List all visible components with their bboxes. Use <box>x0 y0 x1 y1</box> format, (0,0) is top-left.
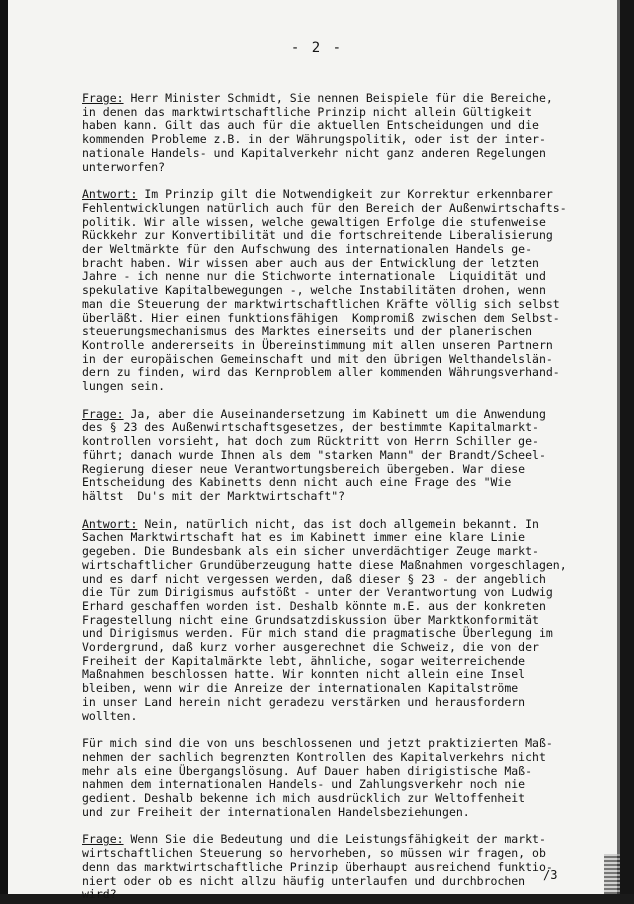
text-line: nahmen dem internationalen Handels- und Zahlungsverkehr noch nie <box>82 777 526 792</box>
text-line: bracht haben. Wir wissen aber auch aus der Entwicklung der letzten <box>82 255 539 270</box>
text-line: spekulative Kapitalbewegungen -, welche Instabilitäten drohen, wenn <box>82 283 546 298</box>
text-line: mehr als eine Übergangslösung. Auf Dauer haben dirigistische Maß- <box>82 763 533 778</box>
text-line: der Weltmärkte für den Aufschwung des internationalen Handels ge- <box>82 242 533 257</box>
text-line: Für mich sind die von uns beschlossenen und jetzt praktizierten Maß- <box>82 736 553 751</box>
answer-label: Antwort: <box>82 187 138 202</box>
text-line: des § 23 des Außenwirtschaftsgesetzes, der bestimmte Kapitalmarkt- <box>82 420 539 435</box>
text-line: Erhard geschaffen worden ist. Deshalb könnte m.E. aus der konkreten <box>82 598 546 613</box>
text-line: wird? <box>82 887 117 902</box>
text-line: nehmen der sachlich begrenzten Kontrollen des Kapitalverkehrs nicht <box>82 749 546 764</box>
text-line: nationale Handels- und Kapitalverkehr nicht ganz anderen Regelungen <box>82 145 546 160</box>
continuation-marker: /3 <box>543 868 558 882</box>
text-line: und es darf nicht vergessen werden, daß dieser § 23 - der angeblich <box>82 571 546 586</box>
question-label: Frage: <box>82 406 124 421</box>
text-line: Rückkehr zur Konvertibilität und die fortschreitende Liberalisierung <box>82 228 553 243</box>
text-line: in unser Land herein nicht geradezu verstärken und herausfordern <box>82 694 526 709</box>
text-line: und Dirigismus werden. Für mich stand die pragmatische Überlegung im <box>82 626 553 641</box>
answer-paragraph <box>82 188 582 394</box>
text-line: Maßnahmen beschlossen hatte. Wir konnten nicht allein eine Insel <box>82 667 526 682</box>
text-line: die Tür zum Dirigismus aufstößt - unter der Verantwortung von Ludwig <box>82 585 553 600</box>
text-line: denn das marktwirtschaftliche Prinzip überhaupt ausreichend funktio- <box>82 859 553 874</box>
text-line: Herr Minister Schmidt, Sie nennen Beispiele für die Bereiche, <box>123 91 553 105</box>
text-line: Wenn Sie die Bedeutung und die Leistungsfähigkeit der markt- <box>123 832 546 847</box>
text-line: Sachen Marktwirtschaft hat es im Kabinett immer eine klare Linie <box>82 530 526 545</box>
text-line: in der europäischen Gemeinschaft und mit den übrigen Welthandelslän- <box>82 351 553 366</box>
text-line: gegeben. Die Bundesbank als ein sicher unverdächtiger Zeuge markt- <box>82 544 539 559</box>
text-line: Entscheidung des Kabinetts denn nicht auch eine Frage des "Wie <box>82 475 512 490</box>
text-line: man die Steuerung der marktwirtschaftlichen Kräfte völlig sich selbst <box>82 296 560 311</box>
text-line: niert oder ob es nicht allzu häufig unterlaufen und durchbrochen <box>82 873 526 888</box>
text-line: dern zu finden, wird das Kernproblem aller kommenden Währungsverhand- <box>82 365 560 380</box>
text-line: Freiheit der Kapitalmärkte lebt, ähnliche, sogar weiterreichende <box>82 653 526 668</box>
text-line: gedient. Deshalb bekenne ich mich ausdrücklich zur Weltoffenheit <box>82 791 526 806</box>
text-line: wollten. <box>82 708 138 723</box>
text-line: Fehlentwicklungen natürlich auch für den Bereich der Außenwirtschafts- <box>82 200 567 215</box>
text-line: Fragestellung nicht eine Grundsatzdiskussion über Marktkonformität <box>82 612 539 627</box>
text-line: und zur Freiheit der internationalen Handelsbeziehungen. <box>82 804 470 819</box>
text-line: lungen sein. <box>82 379 166 394</box>
scan-edge-right <box>620 0 634 904</box>
text-line: überläßt. Hier einen funktionsfähigen Kompromiß zwischen dem Selbst- <box>82 310 560 325</box>
text-line: Im Prinzip gilt die Notwendigkeit zur Korrektur erkennbarer <box>137 187 553 202</box>
text-line: steuerungsmechanismus des Marktes einerseits und der planerischen <box>82 324 533 339</box>
document-body <box>82 92 582 902</box>
text-line: unterworfen? <box>82 159 166 174</box>
question-paragraph <box>82 408 582 504</box>
text-line: Vordergrund, daß kurz vorher ausgerechnet die Schweiz, die von der <box>82 640 539 655</box>
text-line: Regierung dieser neue Verantwortungsbereich übergeben. War diese <box>82 461 526 476</box>
text-line: kontrollen vorsieht, hat doch zum Rücktritt von Herrn Schiller ge- <box>82 434 539 449</box>
text-line: bleiben, wenn wir die Anreize der internationalen Kapitalströme <box>82 681 519 696</box>
text-line: in denen das marktwirtschaftliche Prinzip nicht allein Gültigkeit <box>82 104 533 119</box>
text-line: Ja, aber die Auseinandersetzung im Kabinett um die Anwendung <box>123 406 546 421</box>
page-number: - 2 - <box>290 40 344 56</box>
text-line: wirtschaftlicher Grundüberzeugung hatte diese Maßnahmen vorgeschlagen, <box>82 557 567 572</box>
answer-label: Antwort: <box>82 516 138 531</box>
text-line: haben kann. Gilt das auch für die aktuellen Entscheidungen und die <box>82 118 539 133</box>
text-line: führt; danach wurde Ihnen als dem "starken Mann" der Brandt/Scheel- <box>82 447 546 462</box>
text-line: hältst Du's mit der Marktwirtschaft"? <box>82 488 346 503</box>
text-line: politik. Wir alle wissen, welche gewaltigen Erfolge die stufenweise <box>82 214 546 229</box>
text-line: Kontrolle andererseits in Übereinstimmung mit allen unseren Partnern <box>82 337 553 352</box>
scan-edge-left <box>0 0 8 904</box>
text-line: Jahre - ich nenne nur die Stichworte internationale Liquidität und <box>82 269 546 284</box>
text-line: kommenden Probleme z.B. in der Währungspolitik, oder ist der inter- <box>82 132 546 147</box>
question-paragraph <box>82 833 582 902</box>
question-label: Frage: <box>82 91 124 105</box>
question-label: Frage: <box>82 832 124 847</box>
answer-paragraph <box>82 518 582 724</box>
scan-corner-artifact <box>604 854 620 894</box>
text-line: Nein, natürlich nicht, das ist doch allgemein bekannt. In <box>137 516 539 531</box>
text-line: wirtschaftlichen Steuerung so hervorheben, so müssen wir fragen, ob <box>82 846 546 861</box>
question-paragraph <box>82 92 582 174</box>
answer-continuation-paragraph <box>82 737 582 819</box>
